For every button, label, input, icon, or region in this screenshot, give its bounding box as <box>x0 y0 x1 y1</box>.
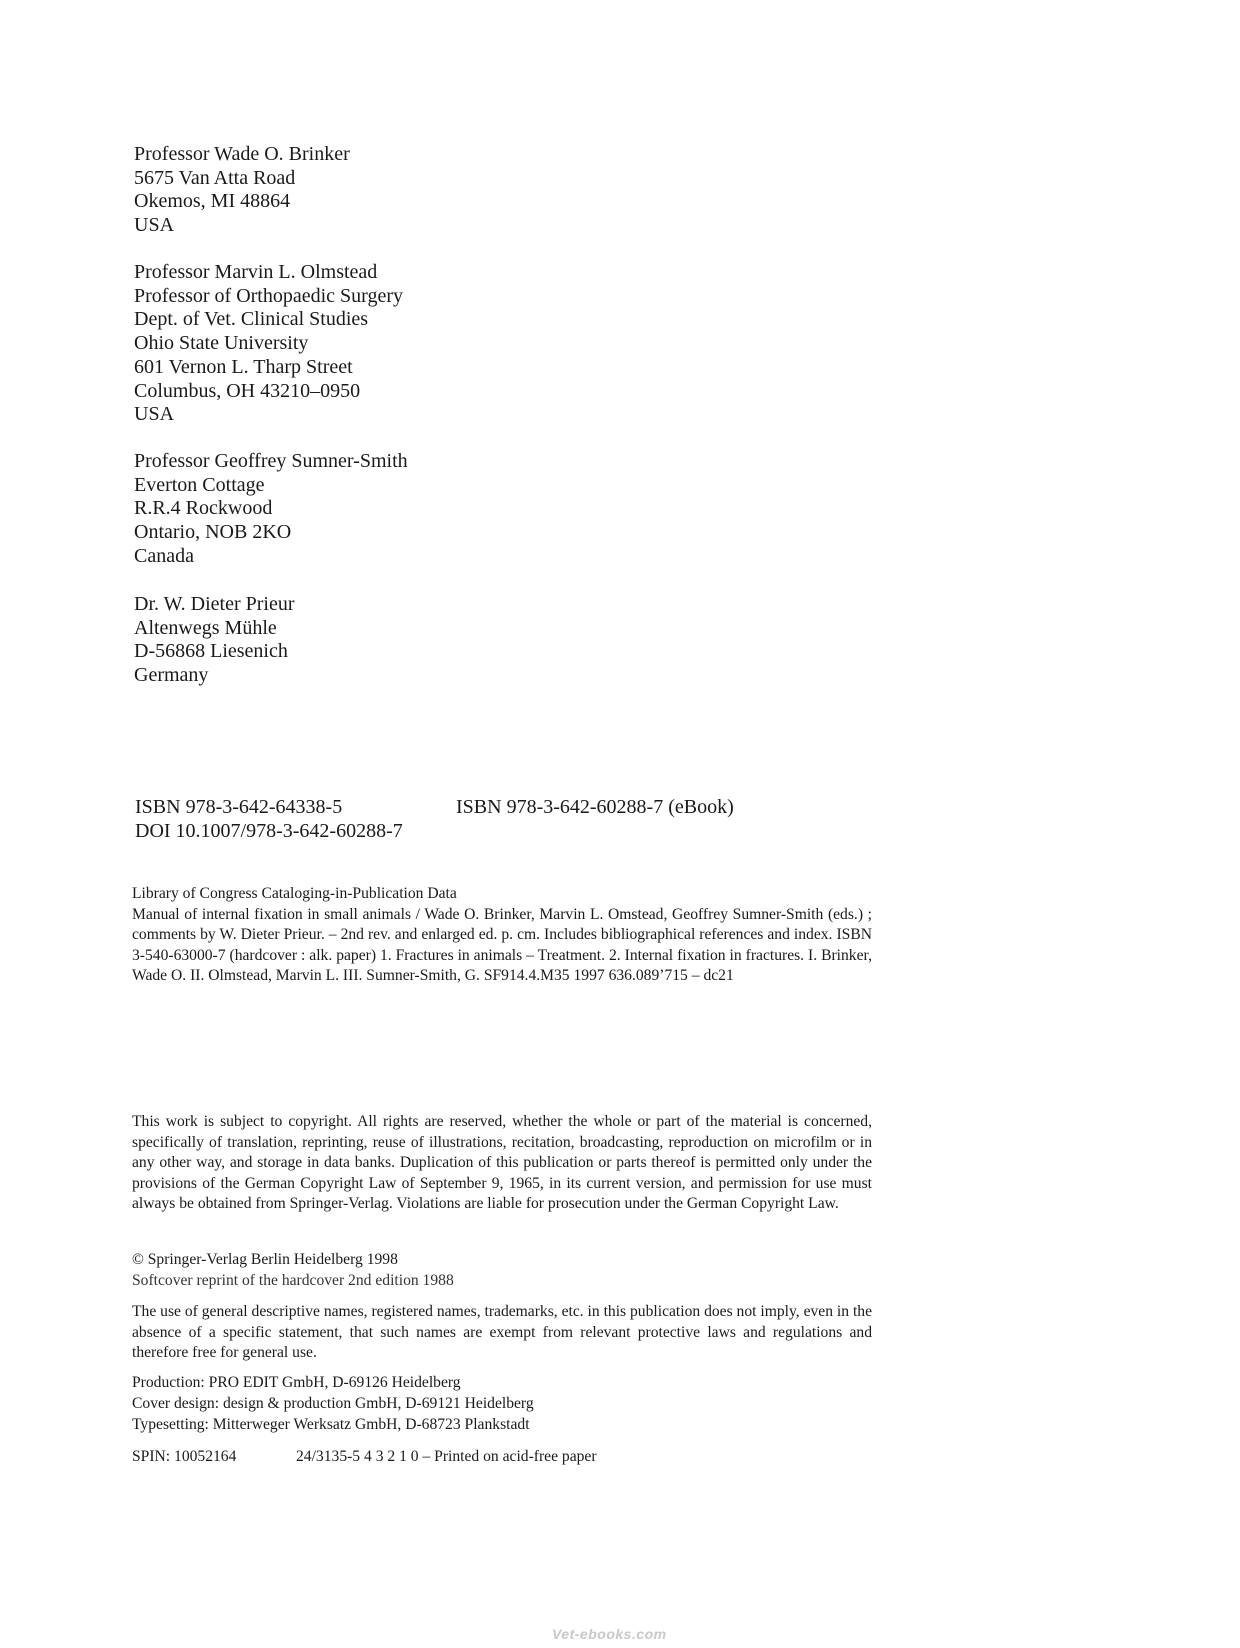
isbn-print: ISBN 978-3-642-64338-5 <box>135 796 343 818</box>
address-line: 5675 Van Atta Road <box>134 166 296 189</box>
address-block-sumner-smith <box>134 450 408 569</box>
address-line: Professor Wade O. Brinker <box>134 143 350 165</box>
address-line: Ontario, NOB 2KO <box>134 521 292 544</box>
address-line: Columbus, OH 43210–0950 <box>134 379 361 402</box>
address-line: D-56868 Liesenich <box>134 640 288 663</box>
credit-cover-design: Cover design: design & production GmbH, D-69121 Heidelberg <box>132 1395 534 1412</box>
softcover-line: Softcover reprint of the hardcover 2nd edition 1988 <box>132 1272 454 1289</box>
credit-production: Production: PRO EDIT GmbH, D-69126 Heidelberg <box>132 1374 461 1391</box>
copyright-notice: This work is subject to copyright. All rights are reserved, whether the whole or part of the material is concerned, specifically of translation, reprinting, reuse of illustrations, recitation, broadcasting, reproduction on microfilm or in any other way, and storage in data banks. Duplication of this publication or parts thereof is permitted only under the provisions of the German Copyright Law of September 9, 1965, in its current version, and permission for use must always be obtained from Springer-Verlag. Violations are liable for prosecution under the German Copyright Law. <box>132 1113 872 1213</box>
credit-typesetting: Typesetting: Mitterweger Werksatz GmbH, D-68723 Plankstadt <box>132 1416 530 1433</box>
address-block-brinker <box>134 143 350 238</box>
isbn-ebook: ISBN 978-3-642-60288-7 (eBook) <box>456 796 734 818</box>
trademark-notice: The use of general descriptive names, registered names, trademarks, etc. in this publication does not imply, even in the absence of a specific statement, that such names are exempt from relevant protective laws and regulations and therefore free for general use. <box>132 1303 872 1362</box>
address-line: Everton Cottage <box>134 473 265 496</box>
spin: SPIN: 10052164 <box>132 1448 237 1465</box>
print-info: 24/3135-5 4 3 2 1 0 – Printed on acid-free paper <box>296 1448 597 1465</box>
address-line: Canada <box>134 544 194 567</box>
copyright-line: © Springer-Verlag Berlin Heidelberg 1998 <box>132 1251 398 1268</box>
address-line: Professor Marvin L. Olmstead <box>134 261 378 283</box>
address-line: Okemos, MI 48864 <box>134 190 291 213</box>
address-line: USA <box>134 403 175 426</box>
doi: DOI 10.1007/978-3-642-60288-7 <box>135 820 403 842</box>
address-line: Altenwegs Mühle <box>134 616 277 639</box>
cip-text: Manual of internal fixation in small animals / Wade O. Brinker, Marvin L. Omstead, Geoffrey Sumner-Smith (eds.) ; comments by W. Dieter Prieur. – 2nd rev. and enlarged ed. p. cm. Includes bibliographical references and index. ISBN 3-540-63000-7 (hardcover : alk. paper) 1. Fractures in animals – Treatment. 2. Internal fixation in fractures. I. Brinker, Wade O. II. Olmstead, Marvin L. III. Sumner-Smith, G. SF914.4.M35 1997 636.089’715 – dc21 <box>132 905 872 985</box>
address-line: Ohio State University <box>134 332 309 355</box>
address-line: Germany <box>134 664 209 687</box>
address-line: R.R.4 Rockwood <box>134 497 273 520</box>
address-line: Professor Geoffrey Sumner-Smith <box>134 450 408 472</box>
address-block-prieur <box>134 593 295 688</box>
address-line: Dept. of Vet. Clinical Studies <box>134 308 369 331</box>
cip-heading: Library of Congress Cataloging-in-Publication Data <box>132 885 457 902</box>
watermark-logo: Vet-ebooks.com <box>552 1626 667 1642</box>
address-line: USA <box>134 214 175 237</box>
cip-block <box>132 884 872 987</box>
address-line: Professor of Orthopaedic Surgery <box>134 284 404 307</box>
address-line: 601 Vernon L. Tharp Street <box>134 355 353 378</box>
address-line: Dr. W. Dieter Prieur <box>134 593 295 615</box>
address-block-olmstead <box>134 261 403 427</box>
